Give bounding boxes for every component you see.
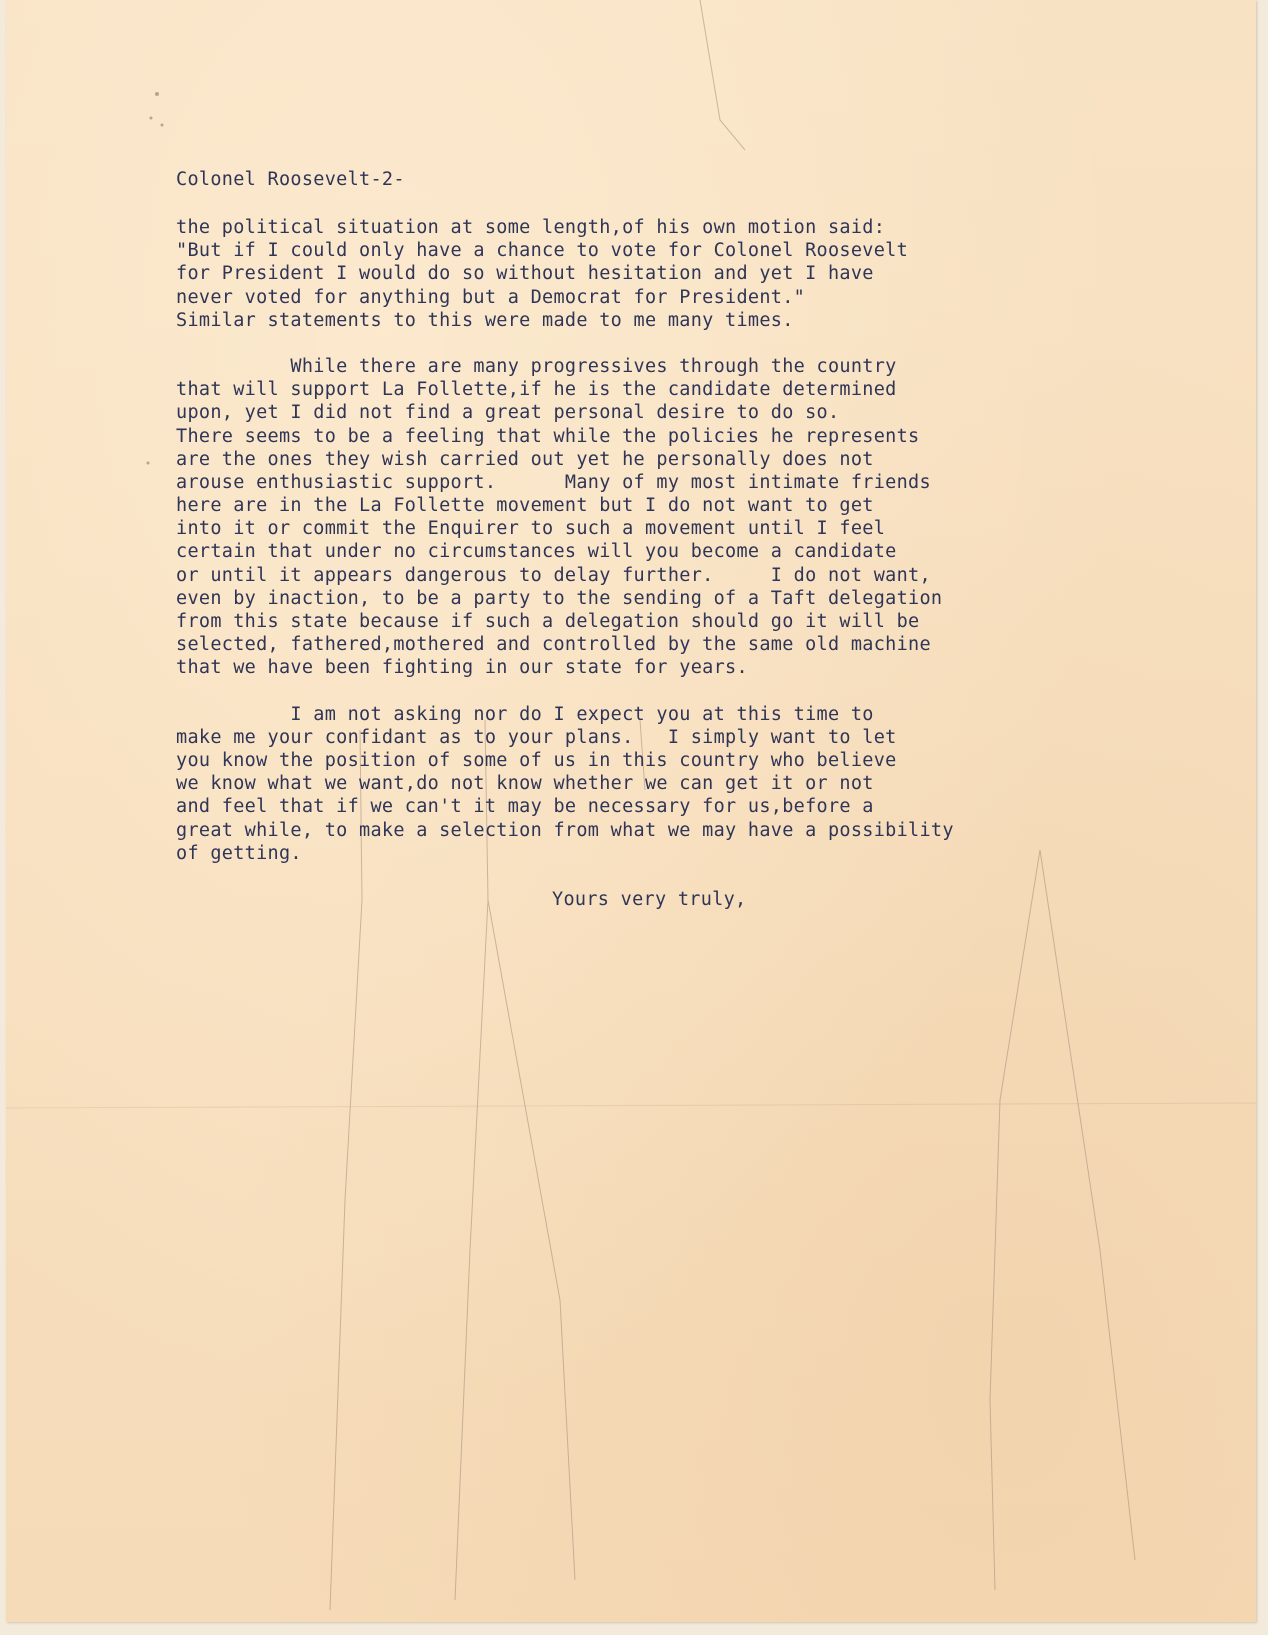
text-line: the political situation at some length,of his own motion said: (176, 217, 886, 238)
text-line: never voted for anything but a Democrat for President." (176, 286, 806, 308)
text-line: and feel that if we can't it may be necessary for us,before a (176, 796, 874, 818)
text-line: While there are many progressives through the country (176, 355, 897, 377)
text-line: that will support La Follette,if he is the candidate determined (176, 379, 897, 401)
text-line: I am not asking nor do I expect you at this time to (176, 703, 874, 725)
text-line: There seems to be a feeling that while the policies he represents (176, 425, 920, 447)
text-line: you know the position of some of us in this country who believe (176, 749, 897, 771)
text-line: here are in the La Follette movement but I do not want to get (176, 495, 874, 517)
text-line: are the ones they wish carried out yet he personally does not (176, 448, 874, 470)
paragraph-1 (176, 216, 1186, 332)
paragraph-3 (176, 703, 1186, 865)
text-line: upon, yet I did not find a great personal desire to do so. (176, 402, 840, 424)
text-line: or until it appears dangerous to delay further. I do not want, (176, 564, 931, 586)
text-line: into it or commit the Enquirer to such a movement until I feel (176, 518, 886, 540)
text-line: "But if I could only have a chance to vote for Colonel Roosevelt (176, 240, 909, 262)
paragraph-2 (176, 355, 1186, 680)
text-line: arouse enthusiastic support. Many of my most intimate friends (176, 471, 931, 493)
text-line: make me your confidant as to your plans. I simply want to let (176, 726, 897, 748)
text-line: certain that under no circumstances will you become a candidate (176, 541, 897, 563)
text-line: even by inaction, to be a party to the sending of a Taft delegation (176, 587, 943, 609)
text-line: from this state because if such a delegation should go it will be (176, 611, 920, 632)
text-line: Similar statements to this were made to me many times. (176, 309, 794, 331)
text-line: we know what we want,do not know whether we can get it or not (176, 773, 874, 795)
text-line: that we have been fighting in our state for years. (176, 657, 748, 679)
text-line: for President I would do so without hesitation and yet I have (176, 263, 874, 285)
text-line: selected, fathered,mothered and controlled by the same old machine (176, 634, 931, 656)
page-header: Colonel Roosevelt-2- (176, 169, 405, 190)
text-line: of getting. (176, 842, 302, 864)
letter-body (176, 168, 1186, 912)
closing-salutation: Yours very truly, (552, 888, 747, 910)
text-line: great while, to make a selection from what we may have a possibility (176, 819, 954, 841)
